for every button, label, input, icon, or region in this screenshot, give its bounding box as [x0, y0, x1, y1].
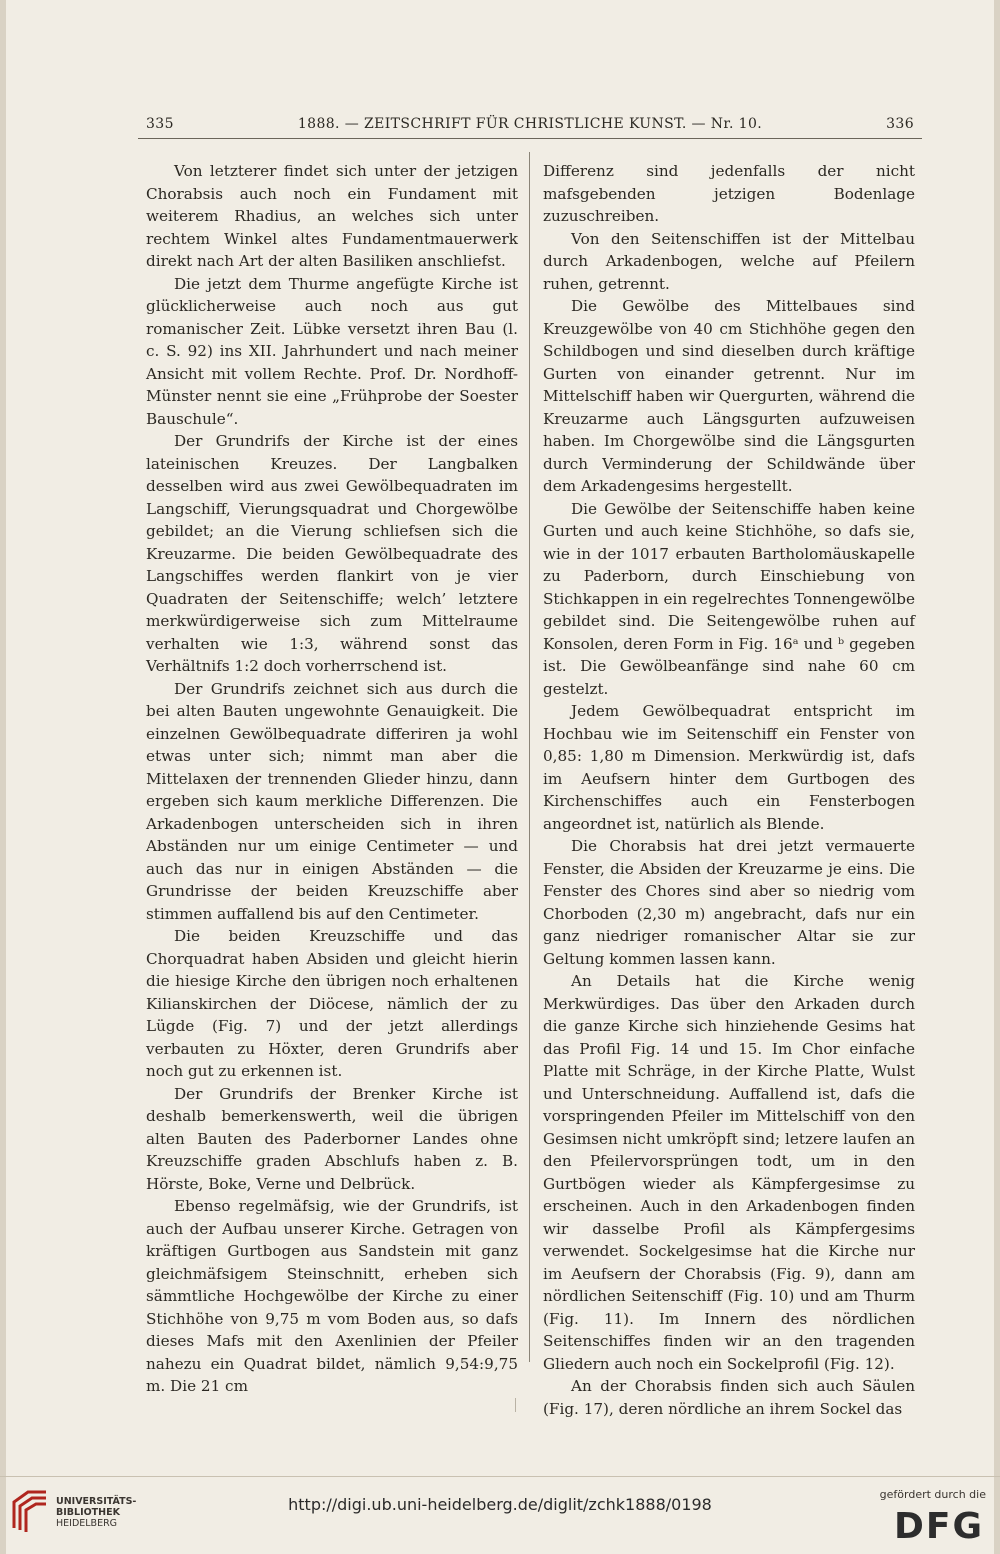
page-number-right: 336: [886, 116, 914, 132]
funding-caption: gefördert durch die: [879, 1488, 986, 1501]
paragraph: Die Chorabsis hat drei jetzt vermauerte Fenster, die Absiden der Kreuzarme je eins. Die Fenster des Chores sind aber so niedrig vom Chorboden (2,30 m) angebracht, dafs nur ein ganz niedriger romanischer Altar sie zur Geltung kommen lassen kann.: [543, 837, 915, 968]
paragraph: Ebenso regelmäfsig, wie der Grundrifs, ist auch der Aufbau unserer Kirche. Getragen von kräftigen Gurtbogen aus Sandstein mit ganz gleichmäfsigem Steinschnitt, erheben sich sämmtliche Hochgewölbe der Kirche zu einer Stichhöhe von 9,75 m vom Boden aus, so dafs dieses Mafs mit den Axenlinien der Pfeiler nahezu ein Quadrat bildet, nämlich 9,54:9,75 m. Die 21 cm: [146, 1197, 518, 1395]
journal-title: 1888. — ZEITSCHRIFT FÜR CHRISTLICHE KUNST. — Nr. 10.: [297, 116, 763, 132]
paragraph: Der Grundrifs der Kirche ist der eines lateinischen Kreuzes. Der Langbalken desselben wird aus zwei Gewölbequadraten im Langschiff, Vierungsquadrat und Chorgewölbe gebildet; an die Vierung schliefsen sich die Kreuzarme. Die beiden Gewölbequadrate des Langschiffes werden flankirt von je vier Quadraten der Seitenschiffe; welch’ letztere merkwürdigerweise sich zum Mittelraume verhalten wie 1:3, während sonst das Verhältnifs 1:2 doch vorherrschend ist.: [146, 432, 518, 675]
header-rule: [138, 138, 922, 139]
right-column: [543, 160, 915, 1420]
column-divider: [529, 152, 530, 1362]
library-name-line: HEIDELBERG: [56, 1518, 118, 1529]
paragraph: Von letzterer findet sich unter der jetzigen Chorabsis auch noch ein Fundament mit weiterem Rhadius, an welches sich unter rechtem Winkel altes Fundamentmauerwerk direkt nach Art der alten Basiliken anschliefst.: [146, 162, 518, 270]
running-head: [138, 112, 922, 136]
paragraph: Differenz sind jedenfalls der nicht mafsgebenden jetzigen Bodenlage zuzuschreiben.: [543, 162, 915, 225]
paragraph: Der Grundrifs der Brenker Kirche ist deshalb bemerkenswerth, weil die übrigen alten Bauten des Paderborner Landes ohne Kreuzschiffe graden Abschlufs haben z. B. Hörste, Boke, Verne und Delbrück.: [146, 1084, 518, 1193]
footer-rule: [0, 1476, 1000, 1477]
paragraph: An Details hat die Kirche wenig Merkwürdiges. Das über den Arkaden durch die ganze Kirche sich hinziehende Gesims hat das Profil Fig. 14 und 15. Im Chor einfache Platte mit Schräge, in der Kirche Platte, Wulst und Unterschneidung. Auffallend ist, dafs die vorspringenden Pfeiler im Mittelschiff von den Gesimsen nicht umkröpft sind; letzere laufen an den Pfeilervorsprüngen todt, um in den Gurtbögen wieder als Kämpfergesimse zu erscheinen. Auch in den Arkadenbogen finden wir dasselbe Profil als Kämpfergesims verwendet. Sockelgesimse hat die Kirche nur im Aeufsern der Chorabsis (Fig. 9), dann am nördlichen Seitenschiff (Fig. 10) und am Thurm (Fig. 11). Im Innern des nördlichen Seitenschiffes finden wir an den tragenden Gliedern auch noch ein Sockelprofil (Fig. 12).: [543, 972, 915, 1373]
paragraph: Die Gewölbe des Mittelbaues sind Kreuzgewölbe von 40 cm Stichhöhe gegen den Schildbogen und sind dieselben durch kräftige Gurten von einander getrennt. Nur im Mittelschiff haben wir Quergurten, während die Kreuzarme auch Längsgurten aufzuweisen haben. Im Chorgewölbe sind die Längsgurten durch Verminderung der Schildwände über dem Arkadengesims hergestellt.: [543, 297, 915, 495]
paragraph: Jedem Gewölbequadrat entspricht im Hochbau wie im Seitenschiff ein Fenster von 0,85: 1,80 m Dimension. Merkwürdig ist, dafs im Aeufsern hinter dem Gurtbogen des Kirchenschiffes auch ein Fensterbogen angeordnet ist, natürlich als Blende.: [543, 702, 915, 833]
library-name-line: UNIVERSITÄTS-: [56, 1496, 137, 1507]
paragraph: Die beiden Kreuzschiffe und das Chorquadrat haben Absiden und gleicht hierin die hiesige Kirche den übrigen noch erhaltenen Kilianskirchen der Diöcese, nämlich der zu Lügde (Fig. 7) und der jetzt allerdings verbauten zu Höxter, deren Grundrifs aber noch gut zu erkennen ist.: [146, 927, 518, 1080]
paragraph: Der Grundrifs zeichnet sich aus durch die bei alten Bauten ungewohnte Genauigkeit. Die einzelnen Gewölbequadrate differiren ja wohl etwas unter sich; nimmt man aber die Mittelaxen der trennenden Glieder hinzu, dann ergeben sich kaum merkliche Differenzen. Die Arkadenbogen unterscheiden sich in ihren Abständen nur um einige Centimeter — und auch das nur in einigen Abständen — die Grundrisse der beiden Kreuzschiffe aber stimmen auffallend bis auf den Centimeter.: [146, 679, 518, 923]
library-name-line: BIBLIOTHEK: [56, 1507, 120, 1518]
dfg-logo[interactable]: DFG: [893, 1506, 984, 1547]
scan-mark: [515, 1398, 516, 1412]
page-edge-left: [0, 0, 6, 1554]
paragraph: Die Gewölbe der Seitenschiffe haben keine Gurten und auch keine Stichhöhe, so dafs sie, wie in der 1017 erbauten Bartholomäuskapelle zu Paderborn, durch Einschiebung von Stichkappen in ein regelrechtes Tonnengewölbe gebildet sind. Die Seitengewölbe ruhen auf Konsolen, deren Form in Fig. 16ᵃ und ᵇ gegeben ist. Die Gewölbeanfänge sind nahe 60 cm gestelzt.: [543, 499, 915, 698]
permalink-url[interactable]: http://digi.ub.uni-heidelberg.de/diglit/zchk1888/0198: [288, 1495, 712, 1514]
page-edge-right: [994, 0, 1000, 1554]
page-number-left: 335: [146, 116, 174, 132]
paragraph: Die jetzt dem Thurme angefügte Kirche ist glücklicherweise auch noch aus gut romanischer Zeit. Lübke versetzt ihren Bau (l. c. S. 92) ins XII. Jahrhundert und nach meiner Ansicht mit vollem Rechte. Prof. Dr. Nordhoff-Münster nennt sie eine „Frühprobe der Soester Bauschule“.: [146, 274, 518, 428]
paragraph: Von den Seitenschiffen ist der Mittelbau durch Arkadenbogen, welche auf Pfeilern ruhen, getrennt.: [543, 229, 915, 293]
paragraph: An der Chorabsis finden sich auch Säulen (Fig. 17), deren nördliche an ihrem Sockel das: [543, 1377, 915, 1418]
left-column: [146, 160, 518, 1398]
